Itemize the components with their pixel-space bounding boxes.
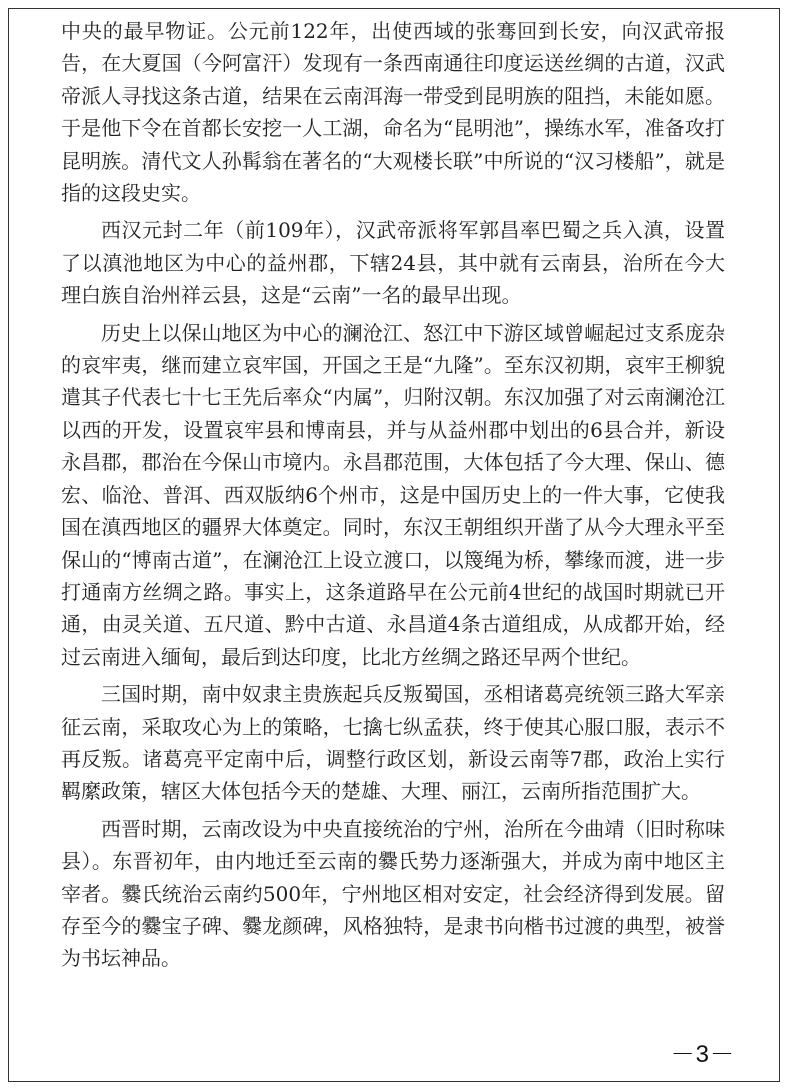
page-number: －3－ (670, 1041, 735, 1068)
paragraph-ailao-yongchang: 历史上以保山地区为中心的澜沧江、怒江中下游区域曾崛起过支系庞杂的哀牢夷，继而建立哀牢国，开国之王是“九隆”。至东汉初期，哀牢王柳貌遣其子代表七十七王先后率众“内属”，归附汉朝。东汉加强了对云南澜沧江以西的开发，设置哀牢县和博南县，并与从益州郡中划出的6县合并，新设永昌郡，郡治在今保山市境内。永昌郡范围，大体包括了今大理、保山、德宏、临沧、普洱、西双版纳6个州市，这是中国历史上的一件大事，它使我国在滇西地区的疆界大体奠定。同时，东汉王朝组织开凿了从今大理永平至保山的“博南古道”，在澜沧江上设立渡口，以篾绳为桥，攀缘而渡，进一步打通南方丝绸之路。事实上，这条道路早在公元前4世纪的战国时期就已开通，由灵关道、五尺道、黔中古道、永昌道4条古道组成，从成都开始，经过云南进入缅甸，最后到达印度，比北方丝绸之路还早两个世纪。 (61, 320, 725, 669)
document-page (8, 8, 780, 1082)
paragraph-western-jin: 西晋时期，云南改设为中央直接统治的宁州，治所在今曲靖（旧时称味县）。东晋初年，由内地迁至云南的爨氏势力逐渐强大，并成为南中地区主宰者。爨氏统治云南约500年，宁州地区相对安定，社会经济得到发展。留存至今的爨宝子碑、爨龙颜碑，风格独特，是隶书向楷书过渡的典型，被誉为书坛神品。 (61, 816, 725, 971)
paragraph-three-kingdoms: 三国时期，南中奴隶主贵族起兵反叛蜀国，丞相诸葛亮统领三路大军亲征云南，采取攻心为上的策略，七擒七纵孟获，终于使其心服口服，表示不再反叛。诸葛亮平定南中后，调整行政区划，新设云南等7郡，政治上实行羁縻政策，辖区大体包括今天的楚雄、大理、丽江，云南所指范围扩大。 (61, 682, 725, 804)
paragraph-xihan-yuanfeng: 西汉元封二年（前109年），汉武帝派将军郭昌率巴蜀之兵入滇，设置了以滇池地区为中心的益州郡，下辖24县，其中就有云南县，治所在今大理白族自治州祥云县，这是“云南”一名的最早出现。 (61, 218, 725, 308)
body-text (61, 15, 725, 975)
paragraph-continuation: 中央的最早物证。公元前122年，出使西域的张骞回到长安，向汉武帝报告，在大夏国（今阿富汗）发现有一条西南通往印度运送丝绸的古道，汉武帝派人寻找这条古道，结果在云南洱海一带受到昆明族的阻挡，未能如愿。于是他下令在首都长安挖一人工湖，命名为“昆明池”，操练水军，准备攻打昆明族。清代文人孙髯翁在著名的“大观楼长联”中所说的“汉习楼船”，就是指的这段史实。 (61, 19, 725, 206)
